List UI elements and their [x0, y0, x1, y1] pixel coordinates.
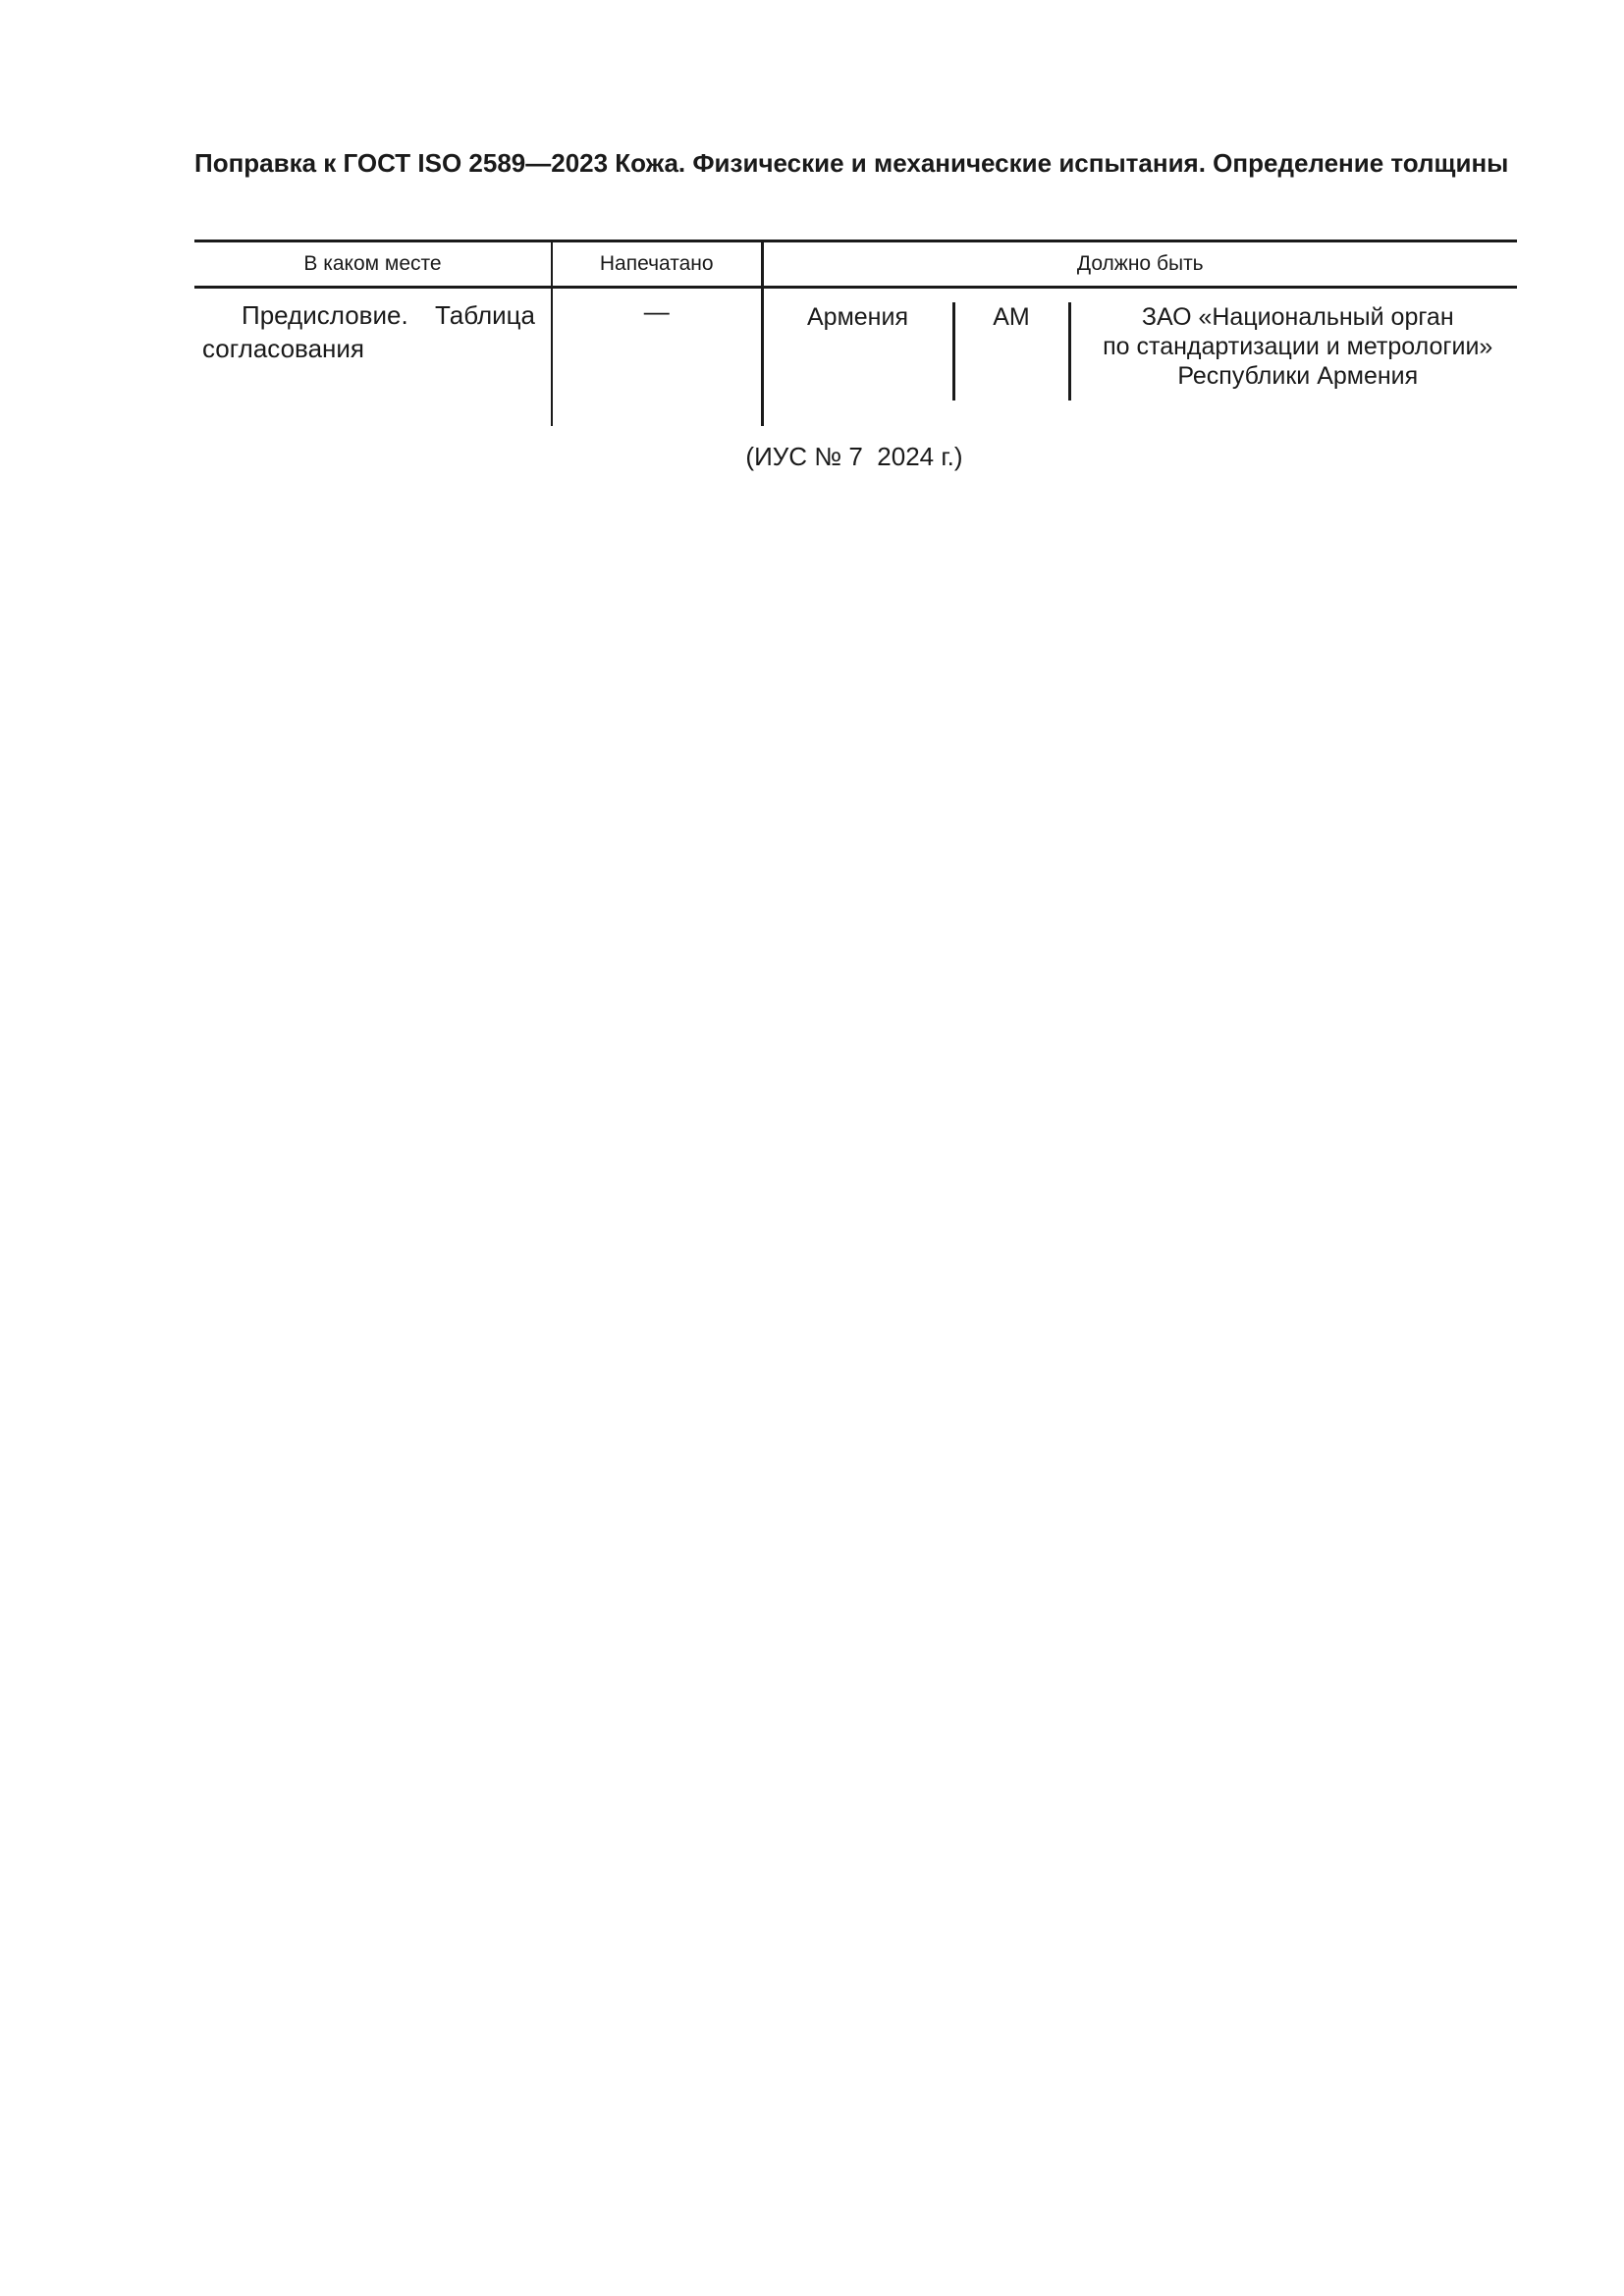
cell-where: Предисловие. Таблица согласования [194, 288, 552, 427]
cell-should-be [762, 288, 1517, 427]
column-header-where: В каком месте [194, 241, 552, 288]
column-header-printed: Напечатано [552, 241, 762, 288]
should-be-grid [764, 289, 1518, 400]
correction-table [194, 240, 1517, 426]
country-name: Армения [764, 302, 955, 400]
standards-body-line: по стандартизации и метрологии» [1103, 333, 1493, 360]
standards-body-line: ЗАО «Национальный орган [1141, 303, 1454, 331]
ius-reference: (ИУС № 7 2024 г.) [745, 442, 963, 471]
standards-body [1071, 302, 1518, 400]
table-header-row [194, 241, 1517, 288]
page-title: Поправка к ГОСТ ISO 2589—2023 Кожа. Физические и механические испытания. Определение толщины [194, 148, 1509, 178]
table-row [194, 288, 1517, 427]
table-header [194, 241, 1517, 288]
standards-body-line: Республики Армения [1177, 362, 1419, 390]
table-body [194, 288, 1517, 427]
column-header-should-be: Должно быть [1076, 252, 1204, 275]
country-code: AM [955, 302, 1071, 400]
cell-printed: — [552, 288, 762, 427]
